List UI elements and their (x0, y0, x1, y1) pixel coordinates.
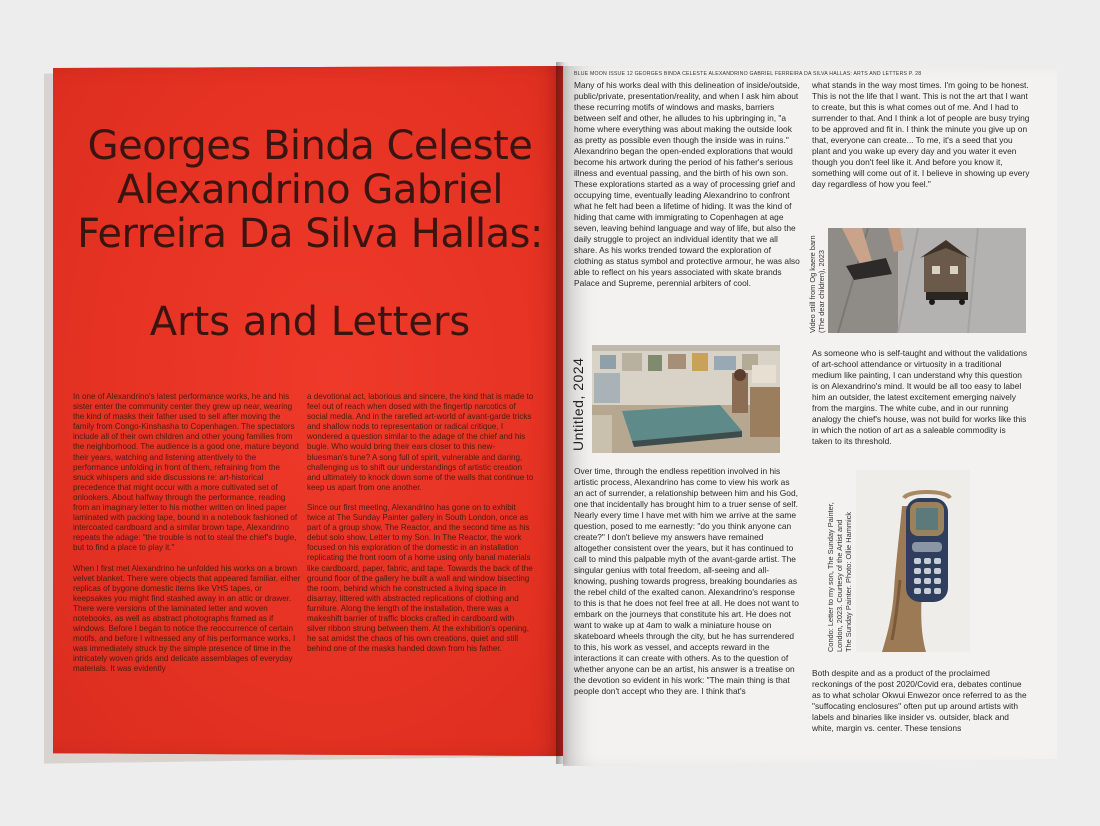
left-column-2 (307, 392, 535, 664)
caption-line: Condo: Letter to my son, The Sunday Painter, (826, 502, 835, 652)
paragraph: As someone who is self-taught and without the validations of art-school attendance or virtuosity in a traditional medium like painting, I can understand why this question is on Alexandrino's mind. It would be all too easy to label him an outsider, the latest excitement emerging naively from the margins. The white cube, and in our running analogy the chief's house, was not build for works like this in which the notion of art as a saleable commodity is taken to its threshold. (812, 348, 1028, 446)
installation-image (592, 345, 780, 453)
phone-sculpture-photo (856, 470, 970, 652)
phone-sculpture-image (856, 470, 970, 652)
article-title (60, 124, 560, 256)
paragraph: When I first met Alexandrino he unfolded his works on a brown velvet blanket. There were objects that appeared familiar, either replicas of bygone domestic items like VHS tapes, or keepsakes you might find stashed away in an attic or drawer. There were versions of the laminated letter and woven notebooks, as well as abstract photographs framed as if windows. Before I began to notice the reoccurrence of certain motifs, and before I witnessed any of his performance works, I was immediately struck by the simple presence of time in the intricately woven grids and delicate assemblages of everyday materials. It was evidently (73, 563, 301, 674)
paragraph: Many of his works deal with this delineation of inside/outside, public/private, presentation/reality, and when I ask him about these recurring motifs of windows and masks, barriers between self and other, he alludes to his upbringing in, "a home where everything was about making the outside look as pretty as possible even though the inside was in ruins." Alexandrino began the open-ended explorations that would become his artwork during the period of his father's serious illness and eventual passing, and the birth of his own son. These explorations started as a way of processing grief and occupying time, eventually leading Alexandrino to confront what he felt had been a lifetime of hiding. It was the kind of hiding that came with immigrating to Copenhagen at age seven, leaving behind language and way of life, but also the daily struggle to project an individual identity that we all share. As his works trended toward the exploration of clothing as status symbol and protective armour, he was also able to reflect on his years associated with skate brands Palace and Supreme, perennial arbiters of cool. (574, 80, 800, 288)
spine-shadow (556, 62, 570, 764)
right-column-a-top (574, 80, 800, 300)
caption-line: London, 2023. Courtesy of the Artist and (835, 519, 844, 652)
paragraph: Since our first meeting, Alexandrino has gone on to exhibit twice at The Sunday Painter gallery in South London, once as part of a group show, The Reactor, and the second time as his debut solo show, Letter to my Son. In The Reactor, the work focused on his exploration of the domestic in an installation replicating the front room of a home using only banal materials like cardboard, paper, fabric, and tape. Towards the back of the ground floor of the gallery he built a wall and window bisecting the room, behind which he constructed a living space in disarray, littered with abstracted replications of clothing and furniture. Along the length of the installation, there was a makeshift barrier of traffic blocks crafted in cardboard with silver ribbon strung between them. At the exhibition's opening, he sat amidst the chaos of his own creations, quiet and still behind one of the masks handed down from his father. (307, 502, 533, 654)
right-column-a-bottom (574, 466, 800, 708)
paragraph: a devotional act, laborious and sincere, the kind that is made to feel out of reach when dosed with the fingertip narcotics of social media. And in the rarefied art-world of avant-garde tricks and shallow nods to representation or radical critique, I wondered a question similar to the adage of the chief and his bugle. Who would bring their ears closer to this new-bluesman's tune? A song full of spirit, vulnerable and daring, challenging us to shift our understandings of artistic creation and ultimately to knock down some of the walls that continue to keep us apart from one another. (307, 392, 534, 492)
caption-line: Video still from Og kaere barn (808, 235, 817, 333)
title-line-3: Ferreira Da Silva Hallas: (77, 211, 543, 257)
right-column-b-bottom (812, 668, 1028, 745)
paragraph: In one of Alexandrino's latest performance works, he and his sister enter the community center they grew up near, wearing the kind of masks their father used to sell after moving the family from Congo-Kinshasha to Copenhagen. The spectators include all of their own children and other young families from the neighborhood. The audience is a good one, mature beyond their years, watching and listening attentively to the performance unfolding in front of them, refraining from the snuck whispers and side discussions re: art-historical precedence that might occur with a more cultivated set of onlookers. About halfway through the performance, reading from an imaginary letter to his mother written on lined paper laminated with packing tape, bound in a notebook fashioned of intercoated cardboard and a similar brown tape, Alexandrino repeats the adage: "the trouble is not to steal the chief's bugle, but to find a place to play it." (73, 392, 299, 553)
paragraph: Both despite and as a product of the proclaimed reckonings of the post 2020/Covid era, debates continue as to what scholar Okwui Enwezor once referred to as the "suffocating enclosures" often put up around artists with labels and binaries like insider vs. outsider, black and white, margin vs. center. These tensions (812, 668, 1027, 733)
right-column-b-middle (812, 348, 1028, 458)
caption-video-still (808, 235, 826, 333)
paragraph: Over time, through the endless repetition involved in his artistic process, Alexandrino has come to view his work as an act of surrender, a relationship between him and his God, one that incidentally has brought him to a truer sense of self. Nearly every time I have met with him we arrive at the same question, posed to me earnestly: "do you think anyone can create?" I don't believe my answers have remained altogether consistent over the years, but it has continued to call to mind this palpable myth of the avant-garde artist. The singular genius with total freedom, all-seeing and all-knowing, pushing towards progress, breaking boundaries as the rebel child of the exalted canon. Alexandrino's response to this is that he does not feel free at all. He does not want to embark on the journeys that constitute his art. He does not want to wake up at 4am to walk a miniature house on skateboard wheels through the city, but he has surrendered to this, his work as vessel, and accepts reward in the interactions it can create with others. As to the question of whether anyone can be an artist, his answer is a treatise on the devotion so evident in his work: "The main thing is that people don't accept who they are. I think that's (574, 466, 799, 696)
title-line-2: Alexandrino Gabriel (116, 167, 504, 213)
running-head: BLUE MOON ISSUE 12 GEORGES BINDA CELESTE ALEXANDRINO GABRIEL FERREIRA DA SILVA HALLAS: ARTS AND LETTERS P. 28 (574, 71, 922, 77)
caption-letter-to-my-son (826, 502, 853, 652)
paragraph: what stands in the way most times. I'm going to be honest. This is not the life that I want. This is not the art that I want to create, but this is what comes out of me. And I had to surrender to that. And I think a lot of people are busy trying to be approved and fit in. I think the minute you give up on that, everyone can create... To me, it's a seed that you plant and you wake up every day and you water it even though you don't feel like it. And before you know it, something will come out of it. I believe in showing up every day regardless of how you feel." (812, 80, 1030, 189)
caption-line: The Sunday Painter. Photo: Ollie Hammick (844, 511, 853, 652)
article-subtitle: Arts and Letters (149, 299, 471, 345)
caption-line: (The dear children), 2023 (817, 250, 826, 333)
right-column-b-top (812, 80, 1032, 201)
caption-untitled: Untitled, 2024 (570, 357, 586, 451)
video-still-photo (828, 228, 1026, 333)
title-line-1: Georges Binda Celeste (87, 123, 533, 169)
left-column-1 (73, 392, 301, 685)
installation-photo (592, 345, 780, 453)
video-still-image (828, 228, 1026, 333)
